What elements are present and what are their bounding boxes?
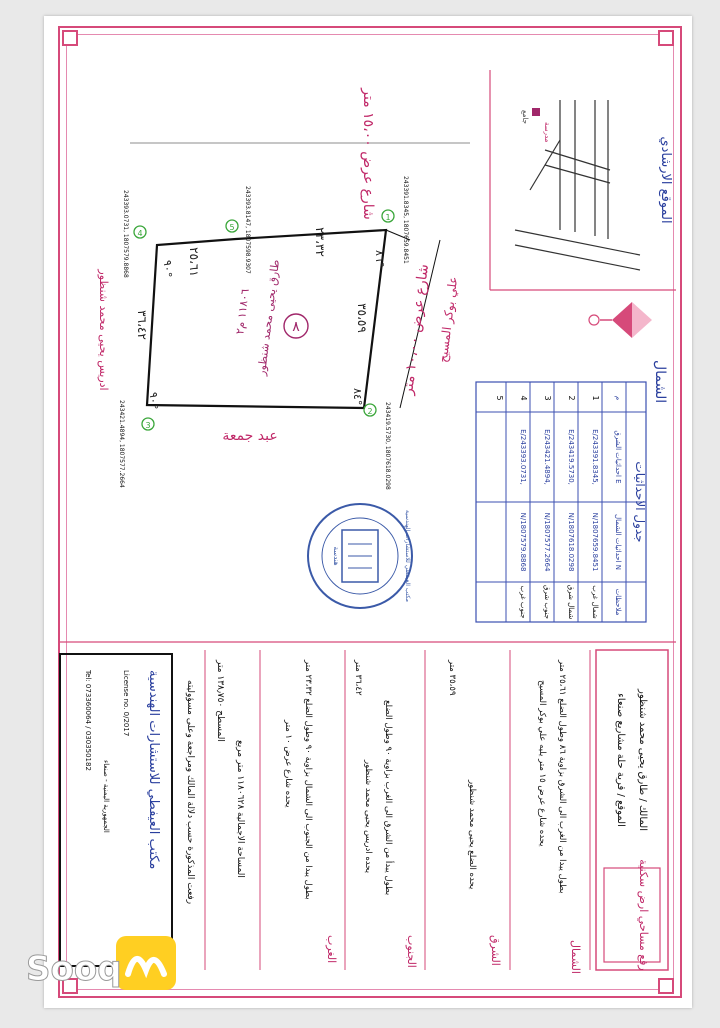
neighbor-south-label: ادريس يحيى محمد شنظور [97, 269, 110, 391]
coord-table-header: ملاحظات [614, 588, 622, 616]
plot-drawing [97, 87, 470, 444]
svg-text:شمال غرب: شمال غرب [591, 585, 599, 619]
table-row [495, 395, 504, 400]
svg-text:N/1807618.0298: N/1807618.0298 [567, 512, 575, 572]
neighbor-west-label: عبد جمعة [222, 428, 278, 444]
svg-text:E/243393.0731,: E/243393.0731, [519, 429, 527, 485]
svg-text:2: 2 [567, 395, 576, 401]
side-west-length: ٢٥،٦١ [187, 247, 201, 277]
side-east-length: ٣٥،٥٩ [355, 303, 369, 333]
svg-text:N/1807577.2664: N/1807577.2664 [543, 512, 551, 572]
side-north-length: ٢٣،٣٢ [313, 227, 327, 257]
north-arrow-icon [589, 302, 652, 338]
east-side-label: الشرق [489, 935, 502, 966]
svg-text:3: 3 [543, 395, 552, 401]
note-line: رفعت المذكورة حسب دلالة المالك ومراجعة وعلى مسؤوليته [185, 680, 195, 905]
street-east-label: شارع عرض ١٠،٠٠ متر [400, 263, 432, 396]
svg-text:1: 1 [385, 213, 391, 222]
svg-text:جنوب غرب: جنوب غرب [519, 585, 527, 619]
svg-text:N/1807659.8451: N/1807659.8451 [591, 512, 599, 572]
svg-text:E/243391.8345,: E/243391.8345, [591, 429, 599, 485]
coord-table-header: م [614, 395, 622, 401]
corner-marker [122, 190, 146, 278]
angle-label: ٩٠° [147, 392, 160, 410]
description-panel [60, 642, 676, 974]
plot-number: ٨ [292, 319, 300, 335]
plot-owner: طارق يحيى محمد شنظور [254, 258, 283, 377]
angle-label: ٩٠° [161, 260, 174, 278]
area-boxes: المسطح ١٣٨٫٧٥٠ متر [215, 660, 225, 742]
address-text: الجمهورية اليمنية - صنعاء [102, 760, 110, 833]
location-sketch [515, 100, 640, 270]
corner-marker [118, 400, 154, 488]
watermark-text: Sooq [26, 949, 122, 989]
corner-coordinate: 243419.5730, 1807618.0298 [384, 402, 391, 490]
coordinates-table [476, 382, 647, 622]
corner-coordinate: 243393.8147, 1807598.9307 [244, 186, 251, 274]
svg-text:4: 4 [137, 229, 143, 238]
svg-text:جنوب شرق: جنوب شرق [543, 584, 551, 620]
office-stamp [308, 504, 412, 608]
corner-coordinate: 243393.0731, 1807579.8868 [122, 190, 129, 278]
stamp-center-text: هندسة [332, 546, 340, 566]
corner-marker [226, 186, 251, 274]
west-side-label: الغرب [325, 935, 338, 964]
east-side-text: يحده الضلع يحيى محمد شنظور [467, 780, 477, 890]
west-side-text: بطول يبدا من الجنوب الى الشمال بزاوية ٩٠ وطول الضلع ٢٣،٣٢ متر [303, 660, 313, 900]
south-side-label: الجنوب [405, 935, 418, 968]
coord-table-header: احداثيات الشرق E [614, 430, 622, 484]
plot-area: ١١٨٠٦ م٢ [233, 288, 252, 336]
svg-text:5: 5 [229, 223, 235, 232]
mosque-marker [532, 108, 540, 116]
north-side-sub: يحده شارع عرض ١٥ متر يليه علي بوكر المسيح [537, 680, 547, 847]
coord-table-header: احداثيات الشمال N [614, 514, 622, 570]
svg-text:شمال شرق: شمال شرق [567, 584, 575, 620]
corner-coordinate: 243391.8345, 1807659.8451 [402, 176, 409, 264]
stamp-ring-text: مكتب العيفطي للاستشارات الهندسية [404, 509, 411, 603]
coord-table-title: جدول الاحداثيات [633, 461, 647, 543]
svg-text:5: 5 [495, 395, 504, 401]
sooq-watermark-logo [16, 930, 186, 1000]
svg-text:1: 1 [591, 395, 600, 401]
location-line: الموقع / قرية حلة مشاريع صنعاء [615, 693, 626, 827]
north-side-text: بطول يبدا من الغرب الى الشرق بزاوية ٨٦ وطول الضلع ٢٥،٦١ متر [557, 660, 567, 894]
title-box-text: رفع مساحي ارض سكنية [637, 859, 650, 971]
neighbor-east-label: علي بوكر المسيح [435, 275, 461, 364]
north-side-label: الشمال [569, 940, 582, 974]
angle-label: ٨٤° [351, 388, 364, 406]
svg-text:4: 4 [519, 395, 528, 401]
angle-label: ٨٦° [373, 250, 386, 268]
corner-coordinate: 243421.4894, 1807577.2664 [118, 400, 125, 488]
license-text: License no. 0/2017 [122, 670, 130, 737]
corner-marker [364, 402, 391, 490]
tel-text: Tel: 073360064 / 030350182 [84, 670, 92, 771]
south-side-text: بطول يبدأ من الشرق الى الغرب بزاوية ٩٠ وطول الضلع [383, 700, 393, 896]
label-school: مدرسة [543, 122, 551, 143]
south-side-sub: يحده ادريس يحيى محمد شنظور [363, 760, 373, 874]
svg-text:E/243419.5730,: E/243419.5730, [567, 429, 575, 485]
svg-text:2: 2 [367, 407, 373, 416]
svg-text:3: 3 [145, 421, 151, 430]
site-location-panel [490, 70, 676, 290]
area-line: المساحة الاجمالية ١١٨٠٦٢٨ متر مربع [235, 740, 245, 878]
site-panel-title: الموقع الارشادي [658, 136, 673, 224]
south-side-value: ٣٦،٤٢ متر [353, 660, 363, 696]
label-mosque: جامع [521, 110, 529, 124]
side-south-length: ٣٦،٤٢ [135, 310, 149, 340]
east-side-value: ٣٥،٥٩ متر [447, 660, 457, 696]
owner-line: المالك / طارق يحيى محمد شنظور [637, 688, 648, 832]
svg-text:E/243421.4894,: E/243421.4894, [543, 429, 551, 485]
west-side-sub: يحده شارع عرض ١٠ متر [283, 720, 293, 808]
svg-text:N/1807579.8868: N/1807579.8868 [519, 512, 527, 572]
street-north-label: شارع عرض ١٥،٠٠ متر [360, 88, 376, 220]
north-label: الشمال [652, 360, 668, 404]
office-name: مكتب العيفطي للاستشارات الهندسية [146, 670, 161, 870]
